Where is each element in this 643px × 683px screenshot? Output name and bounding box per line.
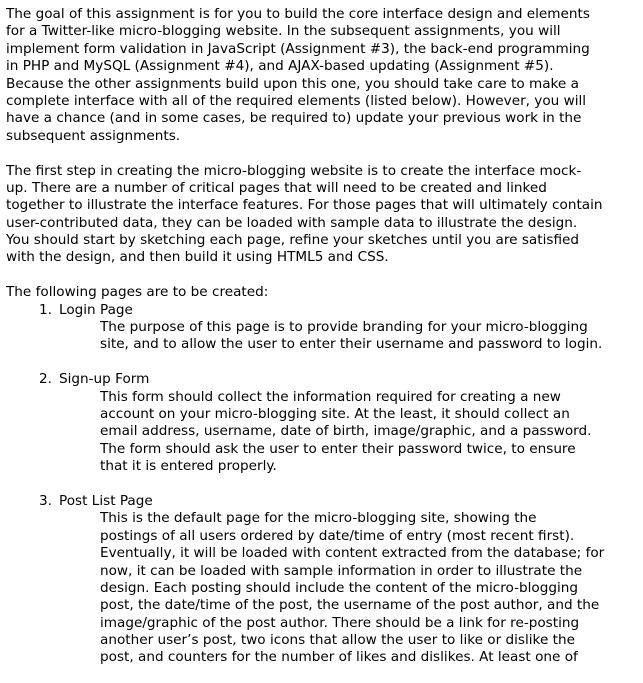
list-item-heading	[6, 493, 638, 510]
list-item-description-line: The form should ask the user to enter their password twice, to ensure	[100, 440, 576, 457]
paragraph-line: in PHP and MySQL (Assignment #4), and AJAX-based updating (Assignment #5).	[6, 58, 554, 75]
paragraph-line: Because the other assignments build upon this one, you should take care to make a	[6, 75, 579, 92]
list-item-description-line: image/graphic of the post author. There should be a link for re-posting	[100, 614, 580, 631]
list-item-post-list-page	[6, 493, 638, 667]
paragraph-spacer	[6, 267, 638, 284]
list-item-description-line: email address, username, date of birth, image/graphic, and a password.	[100, 423, 592, 440]
list-spacer	[6, 354, 638, 371]
paragraph-line: The goal of this assignment is for you to build the core interface design and elements	[6, 6, 590, 22]
list-item-title: Login Page	[59, 301, 133, 318]
list-item-description-line: account on your micro-blogging site. At the least, it should collect an	[100, 405, 570, 422]
list-item-description-line: post, and counters for the number of likes and dislikes. At least one of	[100, 649, 578, 666]
paragraph-line: together to illustrate the interface features. For those pages that will ultimately contain	[6, 197, 603, 214]
list-item-login-page	[6, 302, 638, 354]
intro-paragraph	[6, 6, 638, 145]
paragraph-line: subsequent assignments.	[6, 127, 181, 144]
list-item-description-line: another user’s post, two icons that allow the user to like or dislike the	[100, 632, 575, 649]
list-item-title: Post List Page	[59, 492, 153, 509]
assignment-document	[6, 6, 638, 667]
paragraph-line: complete interface with all of the required elements (listed below). However, you will	[6, 92, 587, 109]
paragraph-line: up. There are a number of critical pages that will need to be created and linked	[6, 179, 547, 196]
paragraph-line: The first step in creating the micro-blogging website is to create the interface mock-	[6, 162, 582, 179]
paragraph-line: user-contributed data, they can be loaded with sample data to illustrate the design.	[6, 214, 578, 231]
first-step-paragraph	[6, 163, 638, 267]
list-item-description-line: now, it can be loaded with sample information in order to illustrate the	[100, 562, 583, 579]
list-item-heading	[6, 371, 638, 388]
list-item-title: Sign-up Form	[59, 371, 150, 388]
pages-list	[6, 302, 638, 667]
list-item-description-line: postings of all users ordered by date/time of entry (most recent first).	[100, 527, 575, 544]
paragraph-line: for a Twitter-like micro-blogging website. In the subsequent assignments, you will	[6, 23, 561, 40]
list-item-description-line: that it is entered properly.	[100, 458, 277, 475]
paragraph-line: implement form validation in JavaScript (Assignment #3), the back-end programming	[6, 40, 590, 57]
list-item-description-line: design. Each posting should include the content of the micro-blogging	[100, 579, 579, 596]
list-item-description-line: This form should collect the information required for creating a new	[100, 388, 561, 405]
list-item-signup-form	[6, 371, 638, 475]
pages-intro-text: The following pages are to be created:	[6, 284, 269, 301]
list-item-number: 1.	[39, 301, 52, 318]
list-item-description-line: Eventually, it will be loaded with content extracted from the database; for	[100, 545, 605, 562]
list-spacer	[6, 476, 638, 493]
paragraph-line: You should start by sketching each page, refine your sketches until you are satisfied	[6, 232, 579, 249]
list-item-heading	[6, 302, 638, 319]
list-item-description-line: site, and to allow the user to enter their username and password to login.	[100, 336, 603, 353]
list-item-description-line: post, the date/time of the post, the username of the post author, and the	[100, 597, 600, 614]
paragraph-spacer	[6, 145, 638, 162]
list-item-description-line: This is the default page for the micro-blogging site, showing the	[100, 510, 537, 527]
list-item-description-line: The purpose of this page is to provide branding for your micro-blogging	[100, 319, 588, 336]
paragraph-line: with the design, and then build it using HTML5 and CSS.	[6, 249, 389, 266]
paragraph-line: have a chance (and in some cases, be required to) update your previous work in the	[6, 110, 582, 127]
list-item-number: 2.	[39, 371, 52, 388]
list-item-number: 3.	[39, 492, 52, 509]
